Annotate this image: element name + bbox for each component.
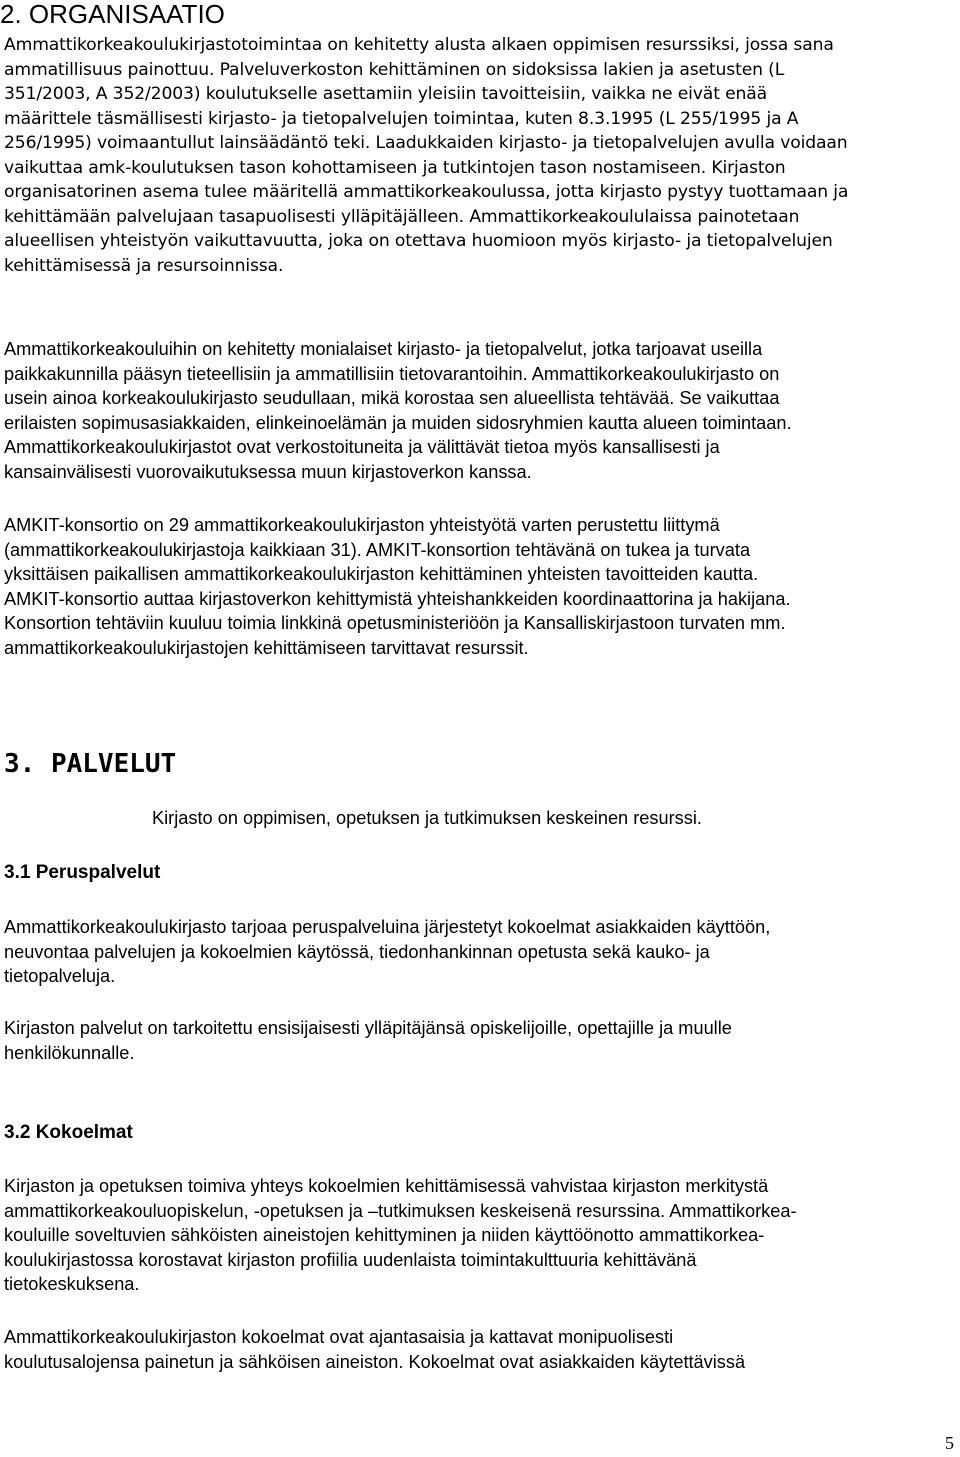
section-2-paragraph-2 (4, 337, 956, 484)
section-3-2-paragraph-1 (4, 1174, 956, 1297)
section-3-1-paragraph-1 (4, 915, 956, 989)
text-line: organisatorinen asema tulee määritellä ammattikorkeakoulussa, jotta kirjasto pystyy tuottamaan ja (4, 182, 849, 202)
text-line: Ammattikorkeakoulukirjastotoimintaa on kehitetty alusta alkaen oppimisen resurssiksi, jossa sana (4, 35, 834, 55)
section-3-2-heading: 3.2 Kokoelmat (4, 1122, 133, 1143)
page-number: 5 (945, 1433, 954, 1453)
text-line: Konsortion tehtäviin kuuluu toimia linkkinä opetusministeriöön ja Kansalliskirjastoon turvaten mm. (4, 613, 786, 633)
text-line: tietopalveluja. (4, 966, 116, 986)
text-line: määrittele täsmällisesti kirjasto- ja tietopalvelujen toimintaa, kuten 8.3.1995 (L 255/1995 ja A (4, 108, 799, 129)
text-line: kansainvälisesti vuorovaikutuksessa muun kirjastoverkon kanssa. (4, 461, 532, 482)
text-line: ammattikorkeakouluopiskelun, -opetuksen ja –tutkimuksen keskeisenä resurssina. Ammattikorkea- (4, 1200, 797, 1221)
text-line: kehittämään palvelujaan tasapuolisesti ylläpitäjälleen. Ammattikorkeakoululaissa painotetaan (4, 206, 800, 227)
text-line: 351/2003, A 352/2003) koulutukselle asettamiin yleisiin tavoitteisiin, vaikka ne eivät enää (4, 84, 768, 104)
text-line: paikkakunnilla pääsyn tieteellisiin ja ammatillisiin tietovarantoihin. Ammattikorkeakoulukirjasto on (4, 363, 780, 384)
text-line: Ammattikorkeakoulukirjastot ovat verkostoituneita ja välittävät tietoa myös kansallisesti ja (4, 437, 720, 457)
text-line: vaikuttaa amk-koulutuksen tason kohottamiseen ja tutkintojen tason nostamiseen. Kirjaston (4, 157, 786, 178)
text-line: Ammattikorkeakoulukirjaston kokoelmat ovat ajantasaisia ja kattavat monipuolisesti (4, 1327, 674, 1347)
section-2-paragraph-3 (4, 513, 956, 660)
text-line: alueellisen yhteistyön vaikuttavuutta, joka on otettava huomioon myös kirjasto- ja tietopalvelujen (4, 231, 833, 251)
text-line: yksittäisen paikallisen ammattikorkeakoulukirjaston kehittäminen yhteisten tavoitteiden kautta. (4, 564, 759, 584)
section-3-1-heading: 3.1 Peruspalvelut (4, 862, 161, 883)
text-line: henkilökunnalle. (4, 1042, 135, 1063)
text-line: koulutusalojensa painetun ja sähköisen aineiston. Kokoelmat ovat asiakkaiden käytettävissä (4, 1351, 746, 1372)
text-line: AMKIT-konsortio on 29 ammattikorkeakoulukirjaston yhteistyötä varten perustettu liittymä (4, 515, 720, 535)
text-line: kehittämisessä ja resursoinnissa. (4, 255, 284, 276)
text-line: Ammattikorkeakouluihin on kehitetty monialaiset kirjasto- ja tietopalvelut, jotka tarjoavat useilla (4, 339, 763, 359)
text-line: Ammattikorkeakoulukirjasto tarjoaa peruspalveluina järjestetyt kokoelmat asiakkaiden käyttöön, (4, 917, 771, 937)
text-line: kouluille soveltuvien sähköisten aineistojen kehittyminen ja niiden käyttöönotto ammattikorkea- (4, 1225, 765, 1245)
text-line: koulukirjastossa korostavat kirjaston profiilia uudenlaista toimintakulttuuria kehittävänä (4, 1249, 697, 1270)
text-line: usein ainoa korkeakoulukirjasto seudullaan, mikä korostaa sen alueellista tehtävää. Se vaikuttaa (4, 388, 780, 408)
text-line: AMKIT-konsortio auttaa kirjastoverkon kehittymistä yhteishankkeiden koordinaattorina ja hakijana. (4, 588, 791, 609)
section-3-2-paragraph-2 (4, 1325, 956, 1374)
text-line: (ammattikorkeakoulukirjastoja kaikkiaan 31). AMKIT-konsortion tehtävänä on tukea ja turvata (4, 539, 751, 560)
section-2-paragraph-1 (4, 33, 956, 278)
text-line: erilaisten sopimusasiakkaiden, elinkeinoelämän ja muiden sidosryhmien kautta alueen toimintaan. (4, 412, 792, 433)
text-line: ammatillisuus painottuu. Palveluverkoston kehittäminen on sidoksissa lakien ja asetusten (L (4, 59, 785, 80)
text-line: Kirjaston palvelut on tarkoitettu ensisijaisesti ylläpitäjänsä opiskelijoille, opettajille ja muulle (4, 1018, 732, 1038)
text-line: neuvontaa palvelujen ja kokoelmien käytössä, tiedonhankinnan opetusta sekä kauko- ja (4, 941, 710, 962)
section-3-motto: Kirjasto on oppimisen, opetuksen ja tutkimuksen keskeinen resurssi. (152, 808, 702, 828)
text-line: 256/1995) voimaantullut lainsäädäntö teki. Laadukkaiden kirjasto- ja tietopalvelujen avulla voidaan (4, 133, 848, 153)
text-line: ammattikorkeakoulukirjastojen kehittämiseen tarvittavat resurssit. (4, 637, 529, 658)
section-3-heading: 3. PALVELUT (4, 749, 177, 779)
section-2-heading: 2. ORGANISAATIO (0, 0, 225, 29)
section-3-1-paragraph-2 (4, 1016, 956, 1065)
text-line: tietokeskuksena. (4, 1274, 140, 1294)
text-line: Kirjaston ja opetuksen toimiva yhteys kokoelmien kehittämisessä vahvistaa kirjaston merkitystä (4, 1176, 769, 1196)
